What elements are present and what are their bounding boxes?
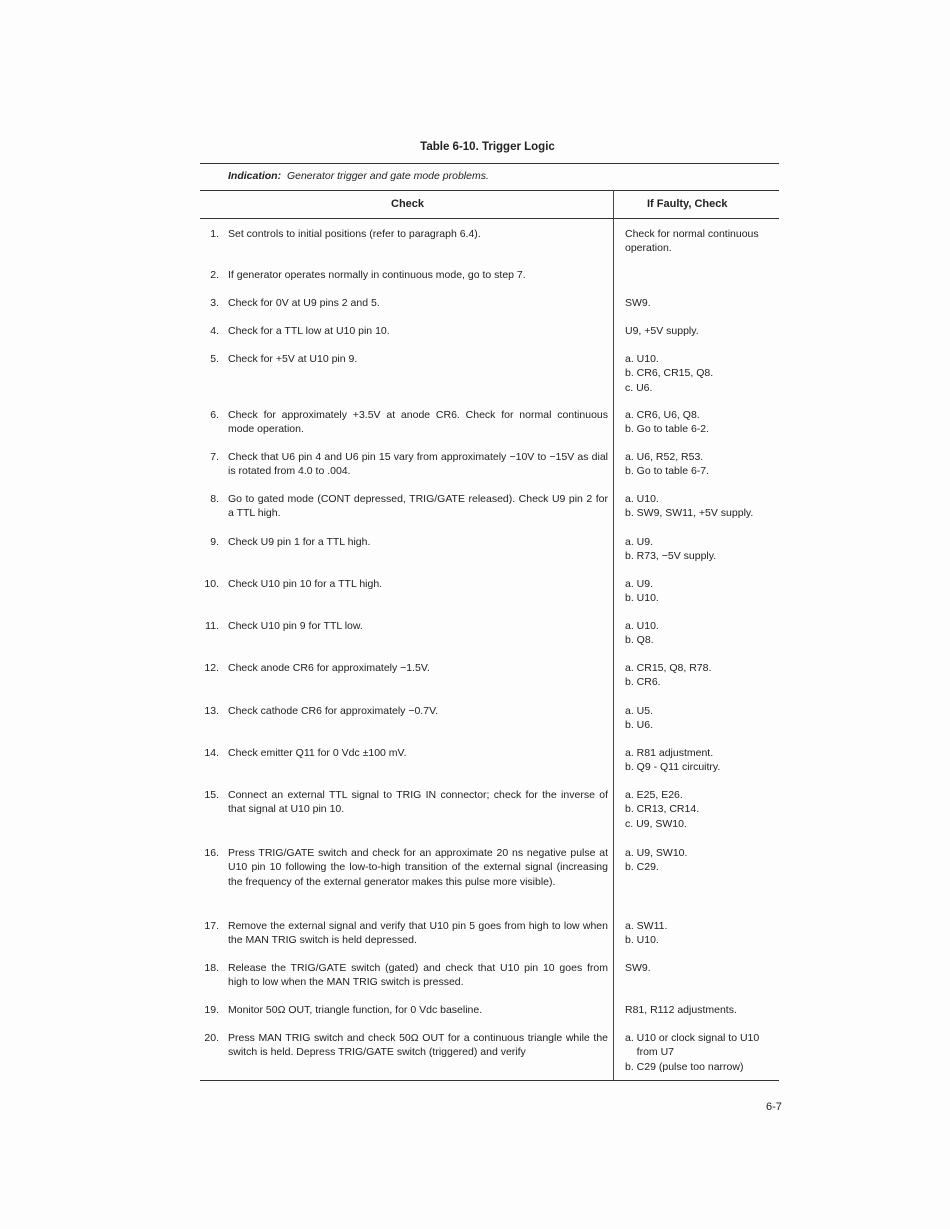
faulty-item: a. CR15, Q8, R78. <box>625 662 712 674</box>
faulty-cell <box>625 846 785 875</box>
faulty-item: a. U9. <box>625 536 654 548</box>
faulty-item: b. C29. <box>625 861 659 874</box>
faulty-item: R81, R112 adjustments. <box>625 1004 737 1016</box>
faulty-cell <box>625 746 785 775</box>
faulty-cell <box>625 227 785 256</box>
faulty-item: a. E25, E26. <box>625 789 683 801</box>
step-number: 4. <box>210 325 219 337</box>
step-number: 18. <box>204 962 219 974</box>
faulty-item: b. Go to table 6-2. <box>625 423 710 436</box>
faulty-item: a. R81 adjustment. <box>625 747 714 759</box>
faulty-item: b. Go to table 6-7. <box>625 465 710 478</box>
faulty-item: SW9. <box>625 297 651 309</box>
faulty-item: b. U10. <box>625 592 659 605</box>
faulty-cell <box>625 1031 785 1074</box>
faulty-cell <box>625 619 785 648</box>
step-number: 7. <box>210 451 219 463</box>
faulty-cell <box>625 492 785 521</box>
faulty-cell <box>625 352 785 395</box>
faulty-item: b. U10. <box>625 934 659 947</box>
bottom-rule <box>200 1080 779 1081</box>
check-text: Go to gated mode (CONT depressed, TRIG/GATE released). Check U9 pin 2 for a TTL high. <box>228 493 608 520</box>
faulty-item: a. U9, SW10. <box>625 847 688 859</box>
check-text: Check U10 pin 9 for TTL low. <box>228 620 363 632</box>
faulty-item: a. U10. <box>625 353 659 365</box>
check-text: Check for approximately +3.5V at anode CR6. Check for normal continuous mode operation. <box>228 409 608 436</box>
faulty-item: b. Q8. <box>625 634 654 647</box>
check-text: Check U9 pin 1 for a TTL high. <box>228 536 371 548</box>
step-number: 6. <box>210 409 219 421</box>
check-text: Remove the external signal and verify that U10 pin 5 goes from high to low when the MAN TRIG switch is held depressed. <box>228 920 608 947</box>
faulty-item: b. CR6, CR15, Q8. <box>625 367 714 380</box>
faulty-item: a. U10. <box>625 493 659 505</box>
step-number: 17. <box>204 920 219 932</box>
faulty-item: b. U6. <box>625 719 654 732</box>
step-number: 19. <box>204 1004 219 1016</box>
check-text: Check cathode CR6 for approximately −0.7V. <box>228 705 439 717</box>
check-text: Check that U6 pin 4 and U6 pin 15 vary from approximately −10V to −15V as dial is rotated from 4.0 to .004. <box>228 451 608 478</box>
top-rule <box>200 163 779 164</box>
column-divider <box>613 190 614 1080</box>
check-text: Check U10 pin 10 for a TTL high. <box>228 578 383 590</box>
faulty-cell <box>625 296 785 310</box>
indication-line <box>228 170 489 182</box>
faulty-cell <box>625 450 785 479</box>
indication-label: Indication: <box>228 170 282 182</box>
faulty-cell <box>625 408 785 437</box>
step-number: 8. <box>210 493 219 505</box>
faulty-item: U9, +5V supply. <box>625 325 699 337</box>
faulty-cell <box>625 788 785 831</box>
page-number: 6-7 <box>766 1101 782 1113</box>
faulty-cell <box>625 324 785 338</box>
faulty-cell <box>625 961 785 975</box>
faulty-item: from U7 <box>625 1046 675 1059</box>
faulty-cell <box>625 535 785 564</box>
check-text: Check anode CR6 for approximately −1.5V. <box>228 662 430 674</box>
step-number: 13. <box>204 705 219 717</box>
check-text: Press TRIG/GATE switch and check for an approximate 20 ns negative pulse at U10 pin 10 following the low-to-high transition of the external signal (increasing the frequency of the external generator makes this pulse more visible). <box>228 847 608 888</box>
step-number: 15. <box>204 789 219 801</box>
check-text: Monitor 50Ω OUT, triangle function, for 0 Vdc baseline. <box>228 1004 483 1016</box>
header-faulty: If Faulty, Check <box>647 198 728 210</box>
faulty-item: SW9. <box>625 962 651 974</box>
table-title: Table 6-10. Trigger Logic <box>420 141 555 153</box>
step-number: 5. <box>210 353 219 365</box>
faulty-item: c. U6. <box>625 381 653 394</box>
faulty-cell <box>625 1003 785 1017</box>
step-number: 12. <box>204 662 219 674</box>
faulty-item: b. Q9 - Q11 circuitry. <box>625 761 721 774</box>
step-number: 16. <box>204 847 219 859</box>
faulty-item: b. CR6. <box>625 676 661 689</box>
header-top-rule <box>200 190 779 191</box>
step-number: 3. <box>210 297 219 309</box>
check-text: Connect an external TTL signal to TRIG IN connector; check for the inverse of that signal at U10 pin 10. <box>228 789 608 816</box>
faulty-item: a. CR6, U6, Q8. <box>625 409 700 421</box>
faulty-item: b. C29 (pulse too narrow) <box>625 1060 744 1073</box>
step-number: 2. <box>210 269 219 281</box>
check-text: Check for 0V at U9 pins 2 and 5. <box>228 297 380 309</box>
step-number: 9. <box>210 536 219 548</box>
faulty-item: c. U9, SW10. <box>625 817 687 830</box>
faulty-cell <box>625 919 785 948</box>
check-text: Press MAN TRIG switch and check 50Ω OUT for a continuous triangle while the switch is held. Depress TRIG/GATE switch (triggered) and verify <box>228 1032 608 1059</box>
step-number: 14. <box>204 747 219 759</box>
step-number: 1. <box>210 228 219 240</box>
faulty-item: operation. <box>625 242 672 255</box>
step-number: 11. <box>205 620 219 632</box>
check-text: Check for +5V at U10 pin 9. <box>228 353 358 365</box>
faulty-item: a. U9. <box>625 578 654 590</box>
step-number: 20. <box>204 1032 219 1044</box>
check-text: If generator operates normally in continuous mode, go to step 7. <box>228 269 526 281</box>
check-text: Check for a TTL low at U10 pin 10. <box>228 325 390 337</box>
faulty-cell <box>625 661 785 690</box>
indication-text: Generator trigger and gate mode problems. <box>286 170 489 182</box>
faulty-item: b. CR13, CR14. <box>625 803 700 816</box>
faulty-item: a. SW11. <box>625 920 668 932</box>
check-text: Release the TRIG/GATE switch (gated) and check that U10 pin 10 goes from high to low when the MAN TRIG switch is pressed. <box>228 962 608 989</box>
faulty-item: a. U6, R52, R53. <box>625 451 704 463</box>
faulty-item: a. U10 or clock signal to U10 <box>625 1032 760 1044</box>
faulty-item: b. R73, −5V supply. <box>625 550 717 563</box>
check-text: Check emitter Q11 for 0 Vdc ±100 mV. <box>228 747 407 759</box>
faulty-item: b. SW9, SW11, +5V supply. <box>625 507 754 520</box>
faulty-item: a. U5. <box>625 705 654 717</box>
faulty-cell <box>625 704 785 733</box>
step-number: 10. <box>204 578 219 590</box>
faulty-cell <box>625 577 785 606</box>
faulty-item: Check for normal continuous <box>625 228 759 240</box>
faulty-item: a. U10. <box>625 620 659 632</box>
check-text: Set controls to initial positions (refer to paragraph 6.4). <box>228 228 481 240</box>
header-bottom-rule <box>200 218 779 219</box>
header-check: Check <box>391 198 425 210</box>
